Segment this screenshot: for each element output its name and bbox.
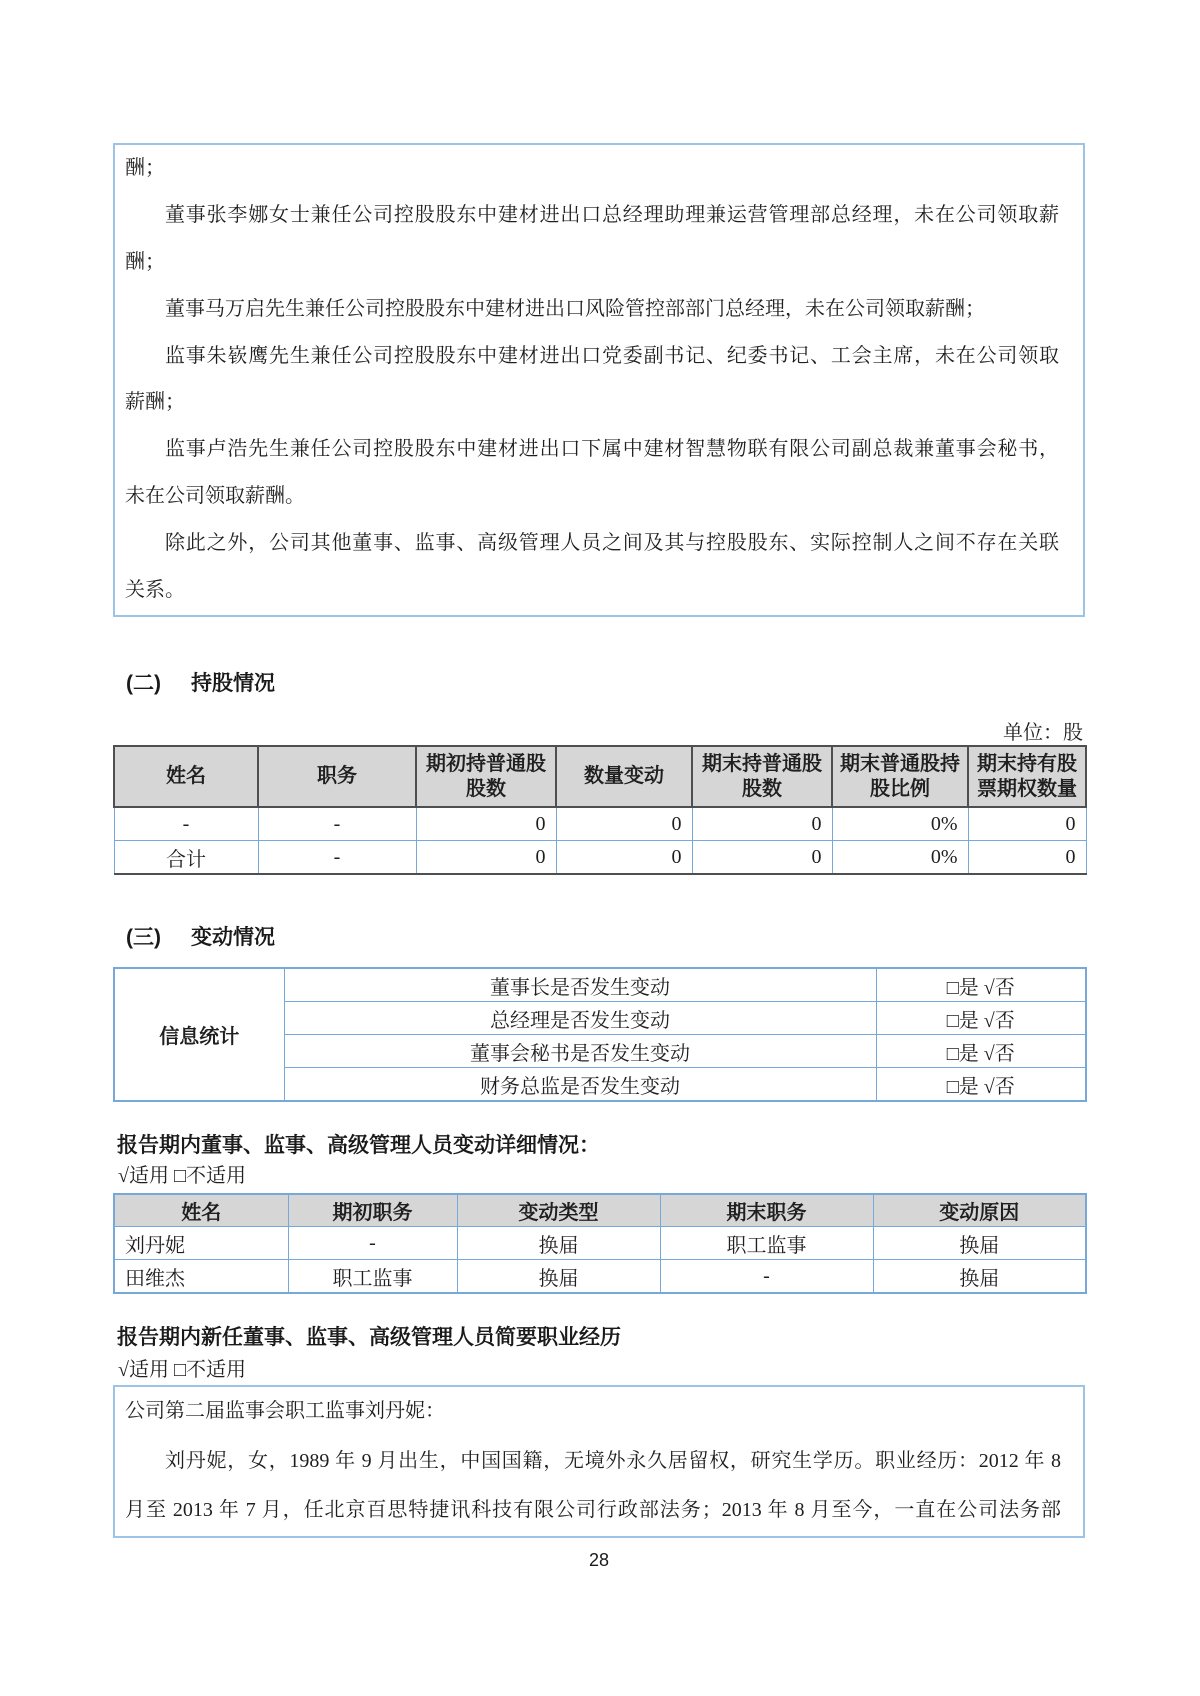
- paragraph-line: 除此之外，公司其他董事、监事、高级管理人员之间及其与控股股东、实际控制人之间不存在关联: [165, 532, 1059, 555]
- paragraph-line: 监事朱嵚鹰先生兼任公司控股股东中建材进出口党委副书记、纪委书记、工会主席，未在公司领取: [165, 344, 1059, 367]
- table-row: [114, 807, 1086, 841]
- table-cell: 0: [692, 807, 832, 841]
- table-cell: 0: [692, 841, 832, 875]
- table-header-cell: 变动类型: [457, 1194, 660, 1227]
- table-cell-question: 董事会秘书是否发生变动: [284, 1035, 876, 1068]
- table-header-cell: 职务: [258, 746, 416, 807]
- table-header-cell: 期初职务: [288, 1194, 457, 1227]
- table-cell: 0%: [832, 841, 968, 875]
- table-cell: 职工监事: [288, 1260, 457, 1294]
- remuneration-paragraphs-box: [113, 143, 1085, 617]
- paragraph-line: 董事马万启先生兼任公司控股股东中建材进出口风险管控部部门总经理，未在公司领取薪酬；: [165, 297, 985, 320]
- page-number: 28: [588, 1550, 610, 1570]
- table-row-total: [114, 841, 1086, 875]
- table-cell: 换届: [873, 1260, 1086, 1294]
- table-header-cell: 姓名: [114, 746, 258, 807]
- table-header-cell: 期末职务: [660, 1194, 873, 1227]
- table-cell: 0: [416, 807, 556, 841]
- table-cell: -: [258, 841, 416, 875]
- table-header-cell: 姓名: [114, 1194, 288, 1227]
- table-cell: 0: [556, 807, 692, 841]
- table-header-cell: 期末持普通股股数: [692, 746, 832, 807]
- section-heading-shareholding: [126, 667, 275, 697]
- paragraph-line: 关系。: [125, 579, 185, 602]
- table-header-cell: 数量变动: [556, 746, 692, 807]
- table-cell-question: 财务总监是否发生变动: [284, 1068, 876, 1102]
- table-cell: 0: [416, 841, 556, 875]
- table-cell-answer: □是 √否: [876, 1002, 1086, 1035]
- table-header-cell: 变动原因: [873, 1194, 1086, 1227]
- table-cell: 换届: [873, 1227, 1086, 1260]
- table-cell: 0: [968, 841, 1086, 875]
- section-title: 持股情况: [191, 672, 275, 695]
- section-number: (三): [126, 926, 161, 949]
- table-cell: 0: [556, 841, 692, 875]
- detail-changes-heading: 报告期内董事、监事、高级管理人员变动详细情况：: [117, 1134, 600, 1157]
- shareholding-table: [113, 745, 1087, 875]
- personnel-change-table: [113, 1193, 1087, 1294]
- table-cell: -: [660, 1260, 873, 1294]
- table-cell: 换届: [457, 1227, 660, 1260]
- table-cell: -: [288, 1227, 457, 1260]
- unit-note: 单位：股: [1003, 722, 1083, 744]
- paragraph-line: 酬；: [125, 157, 165, 179]
- table-cell-question: 董事长是否发生变动: [284, 968, 876, 1002]
- paragraph-line: 董事张李娜女士兼任公司控股股东中建材进出口总经理助理兼运营管理部总经理，未在公司领取薪: [165, 203, 1059, 226]
- table-cell: 换届: [457, 1260, 660, 1294]
- table-cell-answer: □是 √否: [876, 968, 1086, 1002]
- career-experience-heading: 报告期内新任董事、监事、高级管理人员简要职业经历: [117, 1326, 621, 1349]
- table-cell-name: 田维杰: [114, 1260, 288, 1294]
- table-row-group-label: 信息统计: [114, 968, 284, 1101]
- paragraph-line: 刘丹妮，女，1989 年 9 月出生，中国国籍，无境外永久居留权，研究生学历。职业经历：2012 年 8: [165, 1449, 1061, 1472]
- change-statistics-table: [113, 967, 1087, 1102]
- paragraph-line: 月至 2013 年 7 月，任北京百思特捷讯科技有限公司行政部法务；2013 年 8 月至今，一直在公司法务部: [125, 1499, 1061, 1521]
- section-title: 变动情况: [191, 926, 275, 949]
- table-cell-name: 刘丹妮: [114, 1227, 288, 1260]
- section-heading-changes: [126, 921, 275, 951]
- table-header-cell: 期末普通股持股比例: [832, 746, 968, 807]
- table-header-cell: 期初持普通股股数: [416, 746, 556, 807]
- table-cell: 合计: [114, 841, 258, 875]
- table-row: [114, 968, 1086, 1002]
- table-cell: -: [114, 807, 258, 841]
- table-header-cell: 期末持有股票期权数量: [968, 746, 1086, 807]
- table-cell: 职工监事: [660, 1227, 873, 1260]
- applicable-note: √适用 □不适用: [118, 1165, 247, 1187]
- table-header-row: [114, 1194, 1086, 1227]
- paragraph-line: 监事卢浩先生兼任公司控股股东中建材进出口下属中建材智慧物联有限公司副总裁兼董事会秘书，: [165, 438, 1059, 461]
- table-cell-answer: □是 √否: [876, 1035, 1086, 1068]
- table-cell: 0: [968, 807, 1086, 841]
- paragraph-line: 酬；: [125, 250, 165, 273]
- table-row: [114, 1227, 1086, 1260]
- paragraph-line: 公司第二届监事会职工监事刘丹妮：: [125, 1400, 445, 1422]
- table-header-row: [114, 746, 1086, 807]
- table-row: [114, 1260, 1086, 1294]
- table-cell: 0%: [832, 807, 968, 841]
- paragraph-line: 未在公司领取薪酬。: [125, 485, 305, 508]
- table-cell-question: 总经理是否发生变动: [284, 1002, 876, 1035]
- table-cell-answer: □是 √否: [876, 1068, 1086, 1102]
- applicable-note: √适用 □不适用: [118, 1359, 247, 1381]
- section-number: (二): [126, 672, 161, 695]
- paragraph-line: 薪酬；: [125, 391, 185, 414]
- career-bio-box: [113, 1385, 1085, 1538]
- table-cell: -: [258, 807, 416, 841]
